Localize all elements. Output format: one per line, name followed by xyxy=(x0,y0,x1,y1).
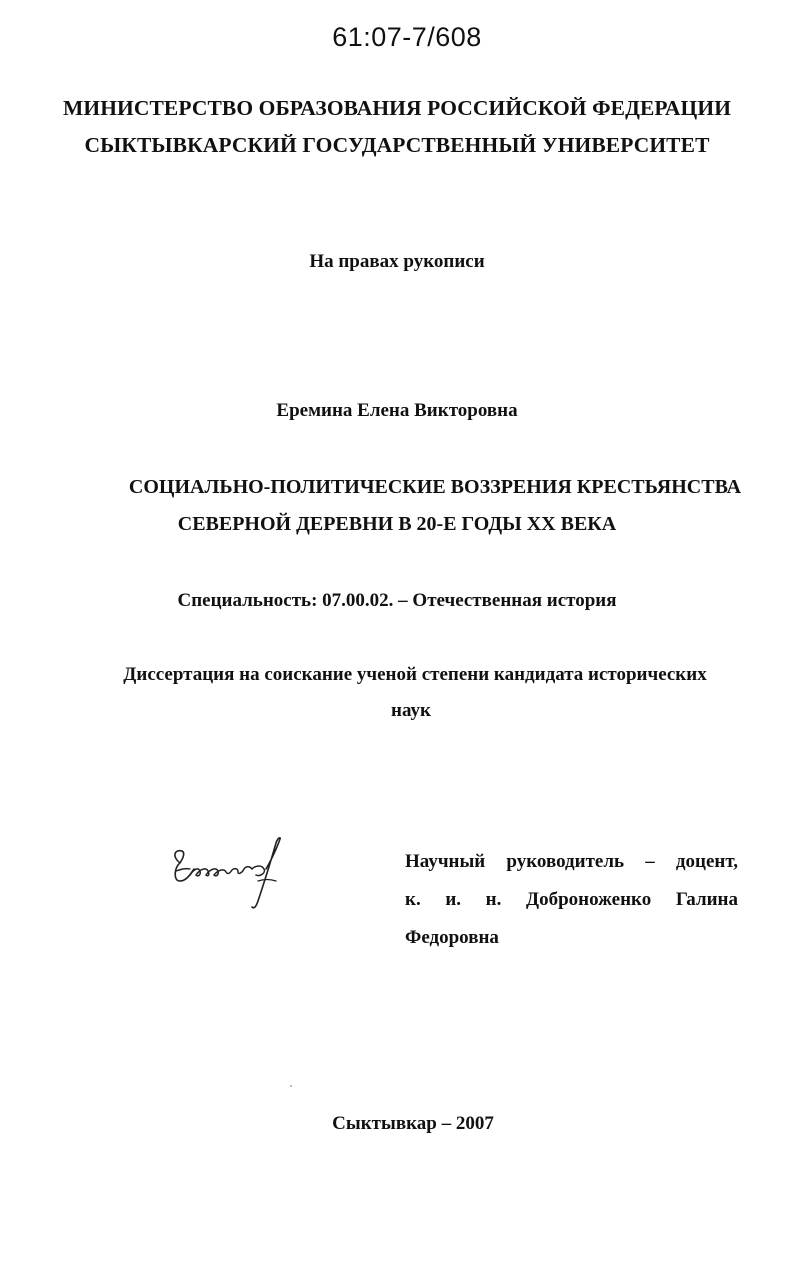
dissertation-degree-line-2: наук xyxy=(391,700,431,721)
dissertation-title-line-2: СЕВЕРНОЙ ДЕРЕВНИ В 20-Е ГОДЫ XX ВЕКА xyxy=(177,513,617,535)
scan-speck xyxy=(290,1085,292,1087)
author-signature xyxy=(168,835,288,915)
catalog-number: 61:07-7/608 xyxy=(332,22,482,52)
specialty: Специальность: 07.00.02. – Отечественная история xyxy=(177,590,617,611)
supervisor-line-1: Научный руководитель – доцент, xyxy=(405,851,738,872)
supervisor-line-3: Федоровна xyxy=(405,927,499,948)
author-name: Еремина Елена Викторовна xyxy=(276,400,518,421)
university-heading: СЫКТЫВКАРСКИЙ ГОСУДАРСТВЕННЫЙ УНИВЕРСИТЕТ xyxy=(84,133,710,157)
manuscript-rights: На правах рукописи xyxy=(309,251,485,272)
ministry-heading: МИНИСТЕРСТВО ОБРАЗОВАНИЯ РОССИЙСКОЙ ФЕДЕРАЦИИ xyxy=(62,96,732,120)
dissertation-degree-line-1: Диссертация на соискание ученой степени кандидата исторических xyxy=(123,664,707,685)
dissertation-title-line-1: СОЦИАЛЬНО-ПОЛИТИЧЕСКИЕ ВОЗЗРЕНИЯ КРЕСТЬЯНСТВА xyxy=(128,476,742,498)
supervisor-line-2: к. и. н. Доброноженко Галина xyxy=(405,889,738,910)
scientific-supervisor xyxy=(405,843,738,957)
city-year: Сыктывкар – 2007 xyxy=(332,1113,494,1134)
